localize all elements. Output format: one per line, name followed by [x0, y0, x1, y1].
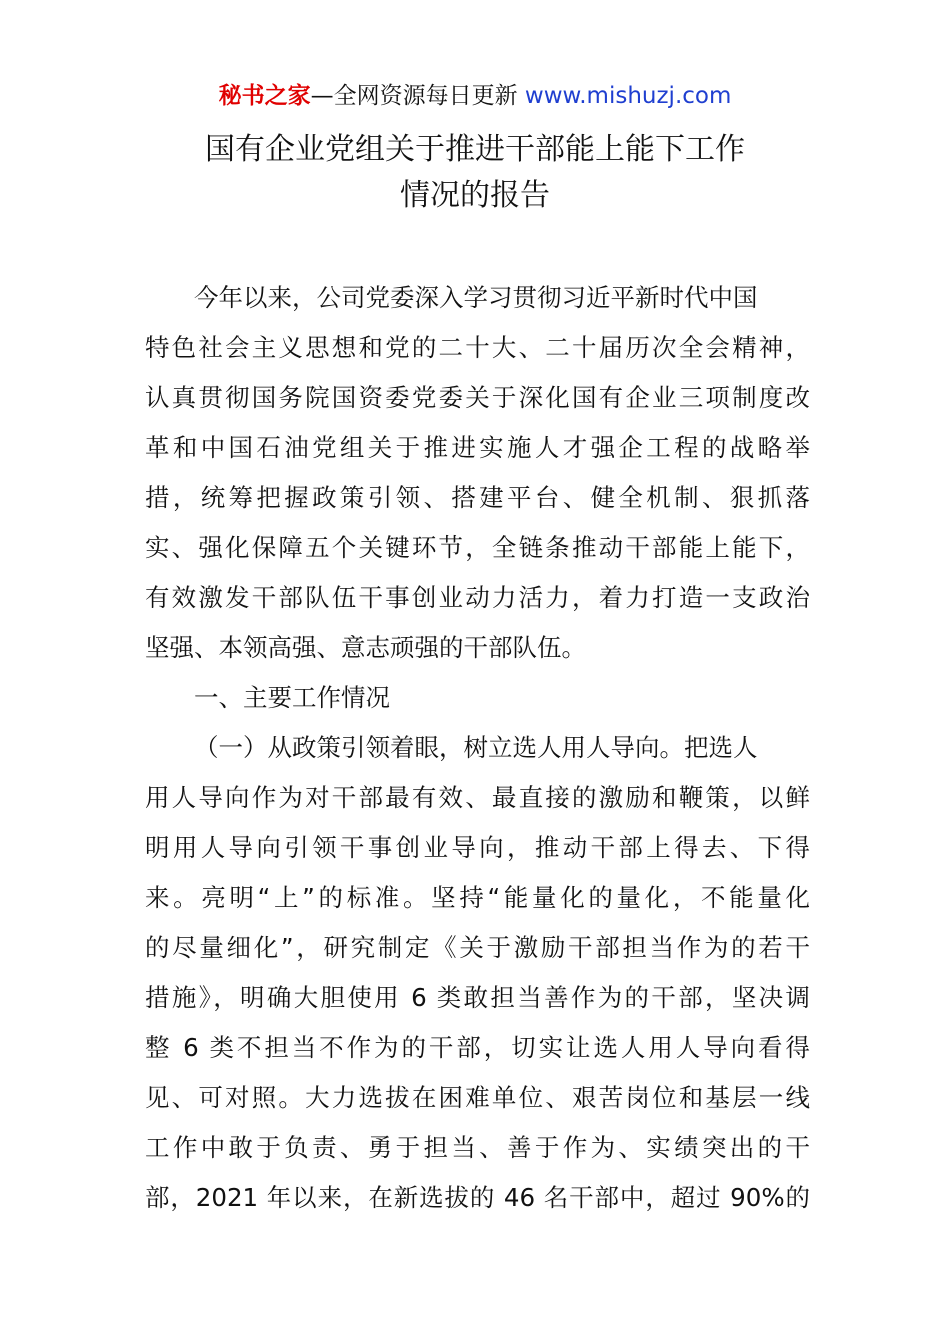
document-title [0, 127, 950, 219]
body-line: 见、可对照。大力选拔在困难单位、艰苦岗位和基层一线 [145, 1083, 810, 1112]
body-line: 部，2021 年以来，在新选拔的 46 名干部中，超过 90%的 [145, 1183, 810, 1212]
title-line-1: 国有企业党组关于推进干部能上能下工作 [205, 132, 745, 167]
title-line-2: 情况的报告 [400, 178, 550, 213]
body-line: 革和中国石油党组关于推进实施人才强企工程的战略举 [145, 433, 810, 462]
body-line: 来。亮明“上”的标准。坚持“能量化的量化，不能量化 [145, 883, 810, 912]
site-tagline: —全网资源每日更新 [310, 83, 518, 109]
body-line: 整 6 类不担当不作为的干部，切实让选人用人导向看得 [145, 1033, 810, 1062]
body-line: 的尽量细化”，研究制定《关于激励干部担当作为的若干 [145, 933, 810, 962]
body-line: 今年以来，公司党委深入学习贯彻习近平新时代中国 [194, 283, 758, 312]
body-line: 措施》，明确大胆使用 6 类敢担当善作为的干部，坚决调 [145, 983, 810, 1012]
body-line: 用人导向作为对干部最有效、最直接的激励和鞭策，以鲜 [145, 783, 810, 812]
body-line: 实、强化保障五个关键环节，全链条推动干部能上能下， [145, 533, 810, 562]
site-brand: 秘书之家 [218, 83, 311, 109]
document-body [145, 273, 810, 1223]
body-line: 明用人导向引领干事创业导向，推动干部上得去、下得 [145, 833, 810, 862]
body-line: 认真贯彻国务院国资委党委关于深化国有企业三项制度改 [145, 383, 810, 412]
body-line: 有效激发干部队伍干事创业动力活力，着力打造一支政治 [145, 583, 810, 612]
body-line: 坚强、本领高强、意志顽强的干部队伍。 [145, 633, 586, 662]
site-header [0, 80, 950, 112]
section-heading: 一、主要工作情况 [194, 683, 390, 712]
body-line: （一）从政策引领着眼，树立选人用人导向。把选人 [194, 733, 758, 762]
body-line: 工作中敢于负责、勇于担当、善于作为、实绩突出的干 [145, 1133, 810, 1162]
body-line: 特色社会主义思想和党的二十大、二十届历次全会精神， [145, 333, 810, 362]
site-url-link[interactable]: www.mishuzj.com [524, 83, 732, 109]
body-line: 措，统筹把握政策引领、搭建平台、健全机制、狠抓落 [145, 483, 810, 512]
